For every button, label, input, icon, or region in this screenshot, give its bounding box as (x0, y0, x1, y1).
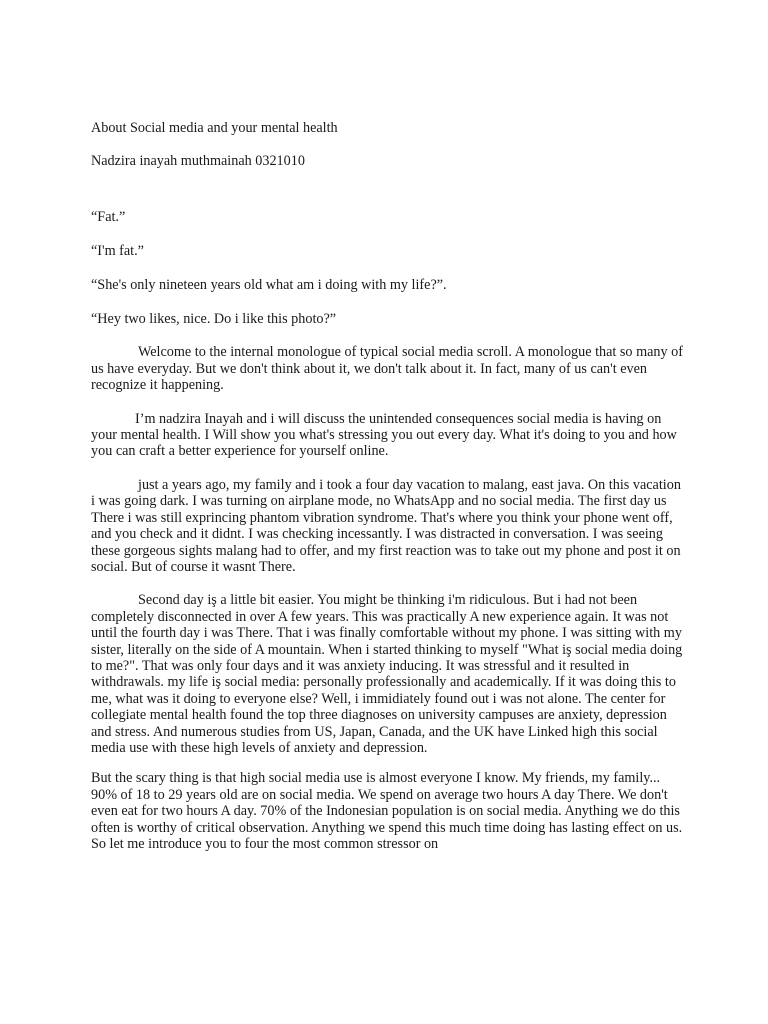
body-paragraph: I’m nadzira Inayah and i will discuss the unintended consequences social media is having on your mental health. I Will show you what's stressing you out every day. What it's doing to you and how you can craft a better experience for yourself online. (91, 410, 677, 460)
quote-line: “I'm fat.” (91, 242, 144, 259)
body-paragraph: Welcome to the internal monologue of typical social media scroll. A monologue that so many of us have everyday. But we don't think about it, we don't talk about it. In fact, many of us can't even recognize it happening. (91, 344, 683, 394)
body-paragraph: Second day iş a little bit easier. You might be thinking i'm ridiculous. But i had not been completely disconnected in over A few years. This was practically A new experience again. It was not until the fourth day i was There. That i was finally comfortable without my phone. I was sitting with my sister, literally on the side of A mountain. When i started thinking to myself "What iş social media doing to me?". That was only four days and it was anxiety inducing. It was stressful and it resulted in withdrawals. my life iş social media: personally professionally and academically. If it was doing this to me, what was it doing to everyone else? Well, i immidiately found out i was not alone. The center for collegiate mental health found the top three diagnoses on university campuses are anxiety, depression and stress. And numerous studies from US, Japan, Canada, and the UK have Linked high this social media use with these high levels of anxiety and depression. (91, 592, 683, 756)
quote-line: “Hey two likes, nice. Do i like this photo?” (91, 310, 337, 327)
author-line: Nadzira inayah muthmainah 0321010 (91, 153, 305, 170)
document-body (91, 120, 686, 866)
body-paragraph: just a years ago, my family and i took a four day vacation to malang, east java. On this vacation i was going dark. I was turning on airplane mode, no WhatsApp and no social media. The first day us There i was still exprincing phantom vibration syndrome. That's where you think your phone went off, and you check and it didnt. I was checking incessantly. I was distracted in conversation. I was seeing these gorgeous sights malang had to offer, and my first reaction was to take out my phone and post it on social. But of course it wasnt There. (91, 476, 681, 575)
quote-line: “She's only nineteen years old what am i doing with my life?”. (91, 276, 447, 293)
body-paragraph: But the scary thing is that high social media use is almost everyone I know. My friends, my family... 90% of 18 to 29 years old are on social media. We spend on average two hours A day There. We don't even eat for two hours A day. 70% of the Indonesian population is on social media. Anything we do this often is worthy of critical observation. Anything we spend this much time doing has lasting effect on us. So let me introduce you to four the most common stressor on (91, 770, 683, 852)
quote-line: “Fat.” (91, 208, 126, 225)
document-title: About Social media and your mental health (91, 120, 338, 136)
